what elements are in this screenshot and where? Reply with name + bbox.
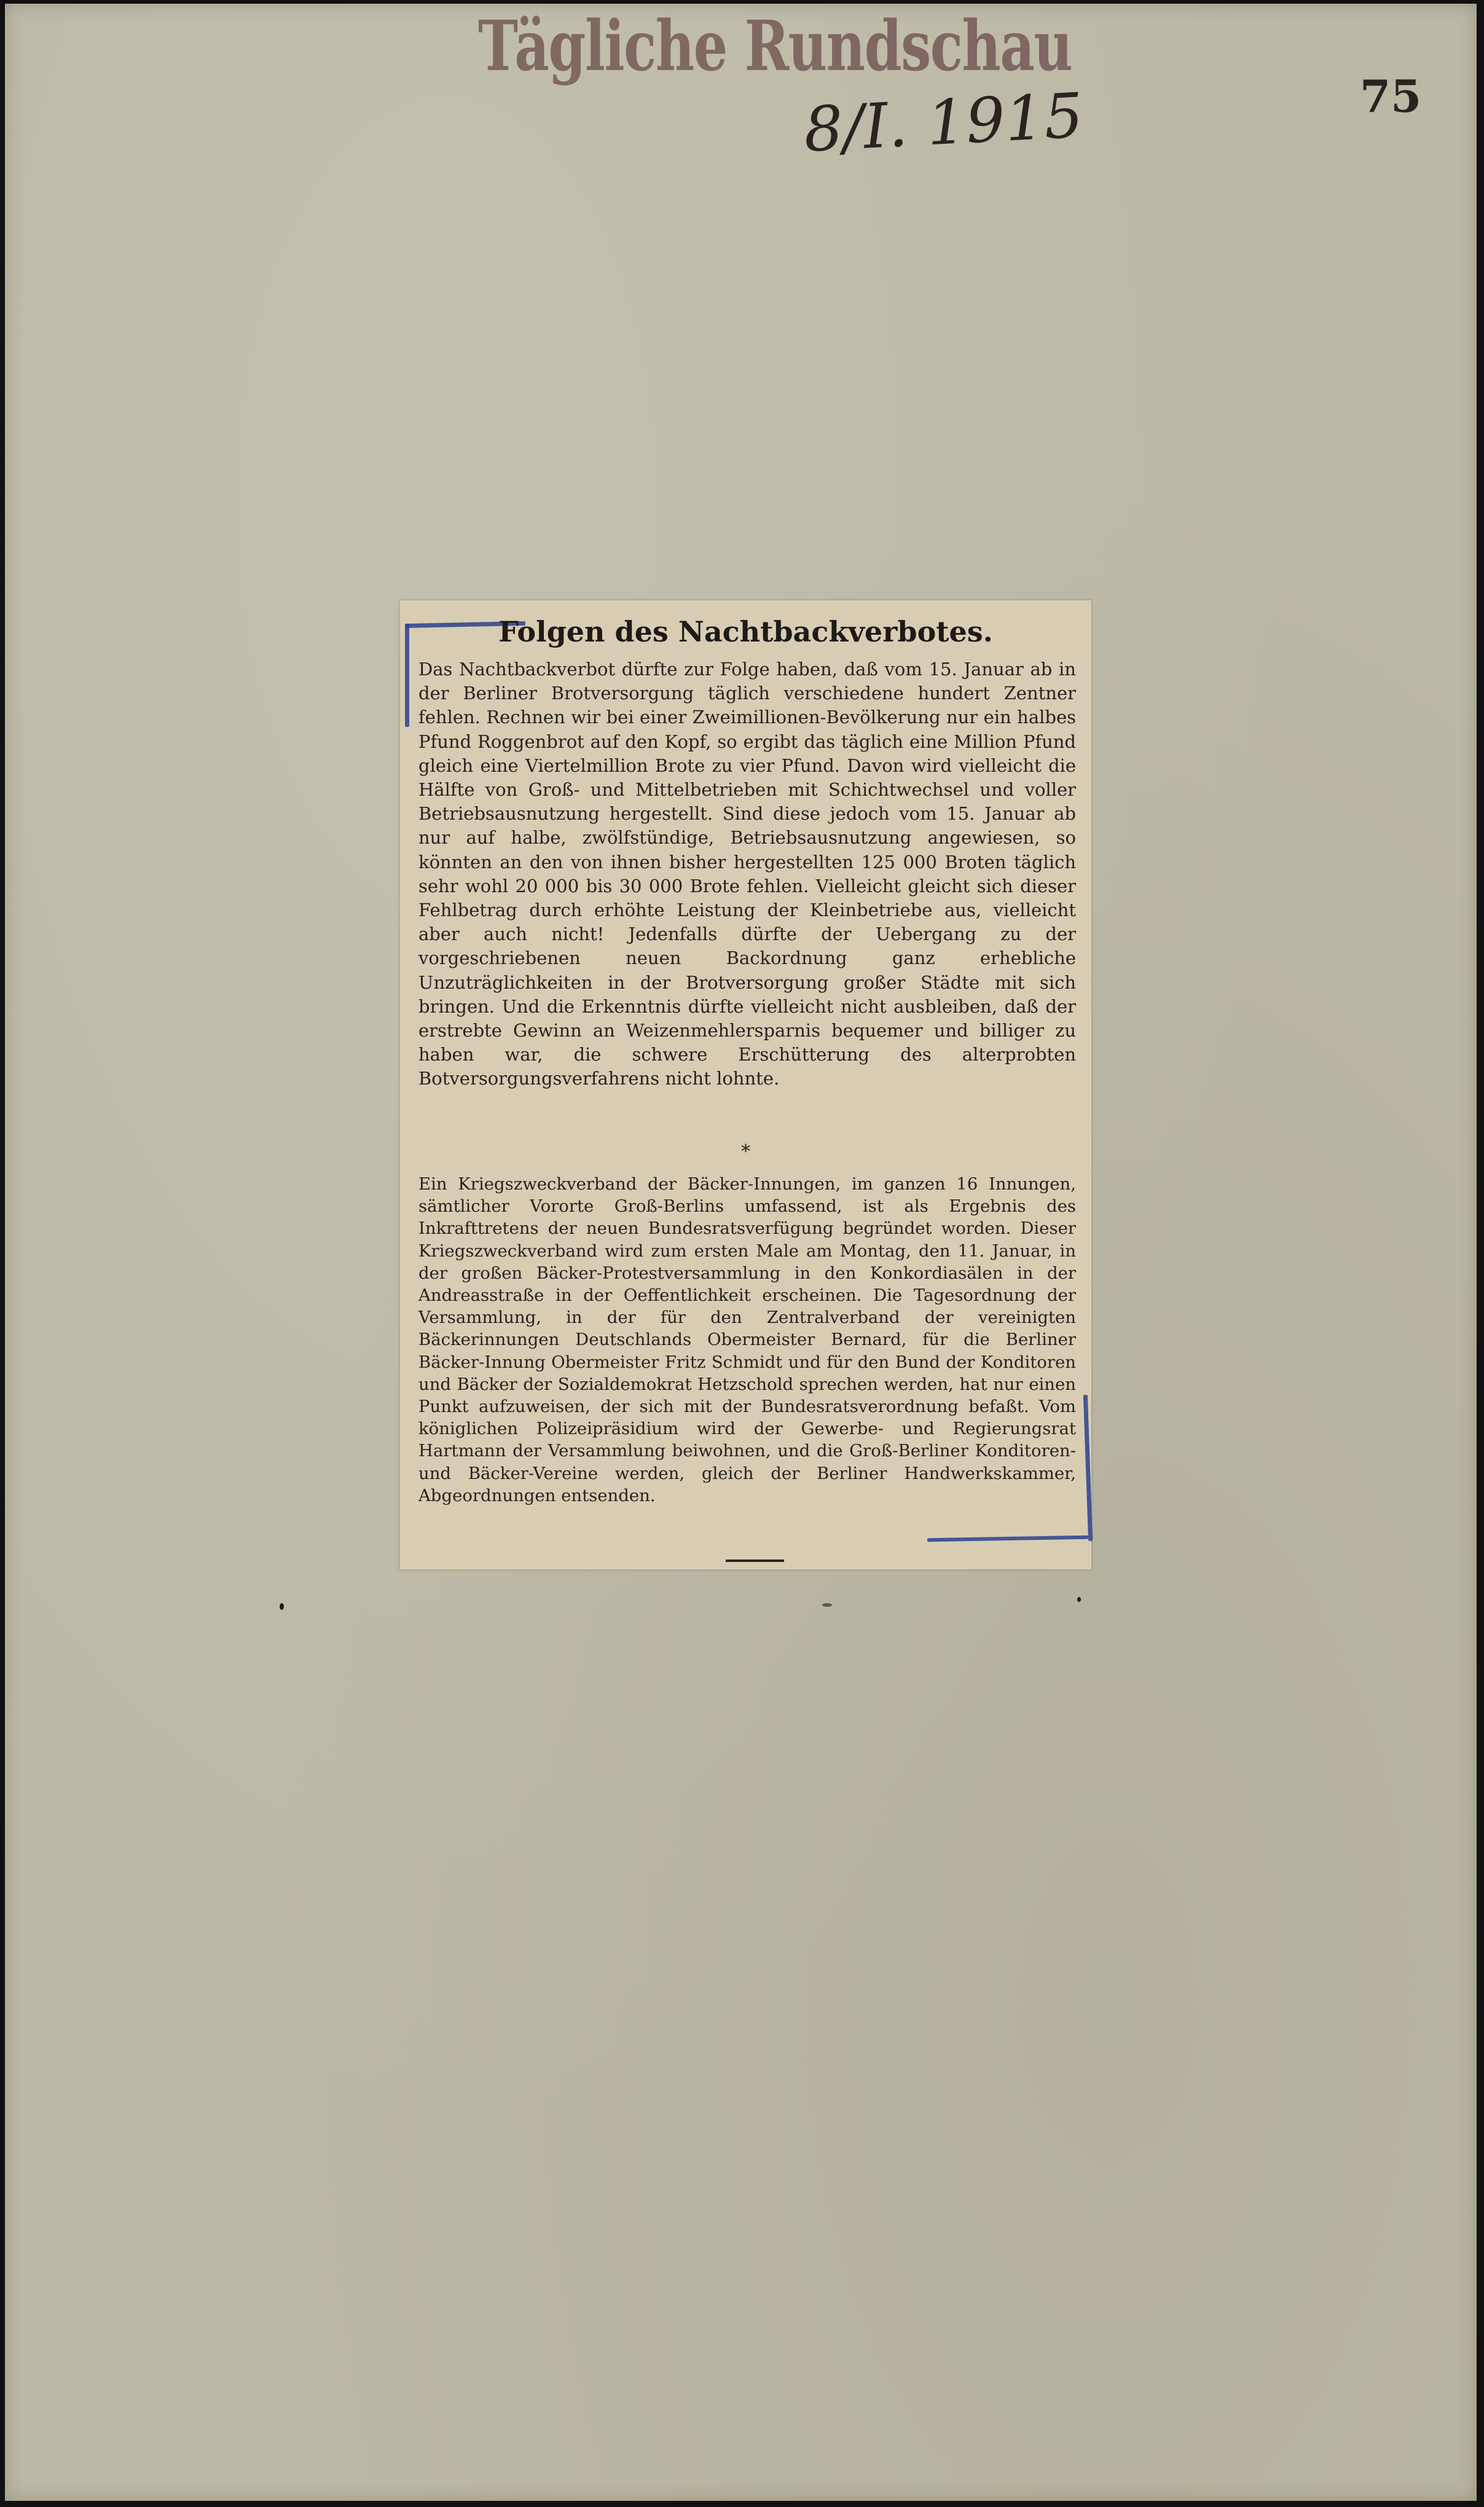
blue-pencil-mark-bottom xyxy=(927,1536,1088,1542)
newspaper-name-stamp: Tägliche Rundschau xyxy=(478,6,1072,87)
paper-speck xyxy=(822,1603,832,1607)
article-headline: Folgen des Nachtbackverbotes. xyxy=(498,615,993,648)
end-rule xyxy=(726,1560,784,1562)
section-separator: * xyxy=(741,1141,750,1163)
archive-sheet xyxy=(5,4,1477,2501)
newspaper-clipping xyxy=(400,600,1091,1569)
page-number: 75 xyxy=(1360,70,1422,122)
article-paragraph-2: Ein Kriegszweckverband der Bäcker-Innungen, im ganzen 16 Innungen, sämtlicher Vororte Groß-Berlins umfassend, ist als Ergebnis des Inkrafttretens der neuen Bundesratsverfügung begründet worden. Dieser Kriegszweckverband wird zum ersten Male am Montag, den 11. Januar, in der großen Bäcker-Protestversammlung in den Konkordiasälen in der Andreasstraße in der Oeffentlichkeit erscheinen. Die Tagesordnung der Versammlung, in der für den Zentralverband der vereinigten Bäckerinnungen Deutschlands Obermeister Bernard, für die Berliner Bäcker-Innung Obermeister Fritz Schmidt und für den Bund der Konditoren und Bäcker der Sozialdemokrat Hetzschold sprechen werden, hat nur einen Punkt aufzuweisen, der sich mit der Bundesratsverordnung befaßt. Vom königlichen Polizeipräsidium wird der Gewerbe- und Regierungsrat Hartmann der Versammlung beiwohnen, und die Groß-Berliner Konditoren- und Bäcker-Vereine werden, gleich der Berliner Handwerkskammer, Abgeordnungen entsenden. xyxy=(418,1174,1076,1505)
article-paragraph-1: Das Nachtbackverbot dürfte zur Folge haben, daß vom 15. Januar ab in der Berliner Brotversorgung täglich verschiedene hundert Zentner fehlen. Rechnen wir bei einer Zweimillionen-Bevölkerung nur ein halbes Pfund Roggenbrot auf den Kopf, so ergibt das täglich eine Million Pfund gleich eine Viertelmillion Brote zu vier Pfund. Davon wird vielleicht die Hälfte von Groß- und Mittelbetrieben mit Schichtwechsel und voller Betriebsausnutzung hergestellt. Sind diese jedoch vom 15. Januar ab nur auf halbe, zwölfstündige, Betriebsausnutzung angewiesen, so könnten an den von ihnen bisher hergestellten 125 000 Broten täglich sehr wohl 20 000 bis 30 000 Brote fehlen. Vielleicht gleicht sich dieser Fehlbetrag durch erhöhte Leistung der Kleinbetriebe aus, vielleicht aber auch nicht! Jedenfalls dürfte der Uebergang zu der vorgeschriebenen neuen Backordnung ganz erhebliche Unzuträglichkeiten in der Brotversorgung großer Städte mit sich bringen. Und die Erkenntnis dürfte vielleicht nicht ausbleiben, daß der erstrebte Gewinn an Weizenmehlersparnis bequemer und billiger zu haben war, die schwere Erschütterung des alterprobten Botversorgungsverfahrens nicht lohnte. xyxy=(418,659,1076,1089)
paper-speck xyxy=(1077,1597,1081,1602)
paper-speck xyxy=(280,1603,284,1610)
handwritten-date: 8/I. 1915 xyxy=(802,79,1085,166)
blue-pencil-mark-right xyxy=(1083,1395,1093,1541)
